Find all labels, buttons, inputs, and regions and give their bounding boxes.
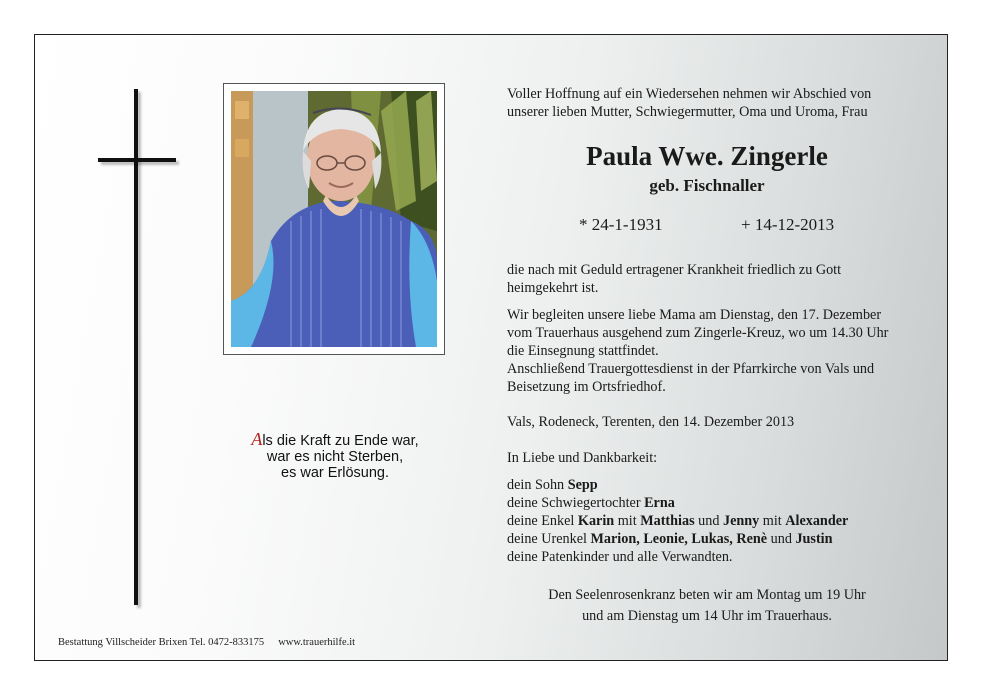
cross-horizontal-bar [98, 158, 176, 162]
paragraph-line: vom Trauerhaus ausgehend zum Zingerle-Kreuz, wo um 14.30 Uhr [507, 325, 889, 341]
paragraph-line: Anschließend Trauergottesdienst in der Pfarrkirche von Vals und [507, 361, 875, 377]
paragraph-line: die Einsegnung stattfindet. [507, 343, 659, 359]
rosary-line: Den Seelenrosenkranz beten wir am Montag um 19 Uhr [548, 587, 866, 603]
passing-paragraph [507, 261, 841, 297]
portrait-image [231, 91, 437, 347]
obituary-card [34, 34, 948, 661]
relative-line: deine Schwiegertochter Erna [507, 495, 675, 511]
maiden-name: geb. Fischnaller [649, 176, 765, 195]
intro-line: Voller Hoffnung auf ein Wiedersehen nehmen wir Abschied von [507, 86, 872, 102]
quote-line-2: war es nicht Sterben, [266, 449, 404, 465]
cross-vertical-bar [134, 89, 138, 605]
portrait-photo [231, 91, 437, 347]
closing-line: In Liebe und Dankbarkeit: [507, 450, 658, 466]
footer [58, 637, 355, 648]
rosary-line: und am Dienstag um 14 Uhr im Trauerhaus. [582, 608, 832, 624]
quote [215, 431, 455, 481]
funeral-paragraph [507, 306, 888, 396]
paragraph-line: Wir begleiten unsere liebe Mama am Dienstag, den 17. Dezember [507, 307, 882, 323]
relative-line: deine Enkel Karin mit Matthias und Jenny mit Alexander [507, 513, 849, 529]
portrait-frame [223, 83, 445, 355]
quote-initial: A [251, 429, 263, 449]
deceased-name: Paula Wwe. Zingerle [586, 141, 828, 171]
quote-line-3: es war Erlösung. [281, 465, 389, 481]
paragraph-line: Beisetzung im Ortsfriedhof. [507, 379, 666, 395]
relative-line: dein Sohn Sepp [507, 477, 598, 493]
relative-line: deine Urenkel Marion, Leonie, Lukas, Renè und Justin [507, 531, 833, 547]
intro-text [507, 85, 871, 121]
funeral-home-info: Bestattung Villscheider Brixen Tel. 0472-833175 [58, 637, 265, 648]
death-date: + 14-12-2013 [741, 215, 835, 234]
relatives-list [507, 476, 848, 566]
paragraph-line: die nach mit Geduld ertragener Krankheit friedlich zu Gott [507, 262, 842, 278]
quote-line-1: ls die Kraft zu Ende war, [262, 433, 419, 449]
paragraph-line: heimgekehrt ist. [507, 280, 599, 296]
birth-date: * 24-1-1931 [579, 215, 663, 234]
rosary-notice [507, 585, 907, 627]
place-date: Vals, Rodeneck, Terenten, den 14. Dezember 2013 [507, 414, 795, 430]
website-link[interactable]: www.trauerhilfe.it [278, 637, 356, 648]
relative-line: deine Patenkinder und alle Verwandten. [507, 549, 733, 565]
intro-line: unserer lieben Mutter, Schwiegermutter, Oma und Uroma, Frau [507, 104, 868, 120]
